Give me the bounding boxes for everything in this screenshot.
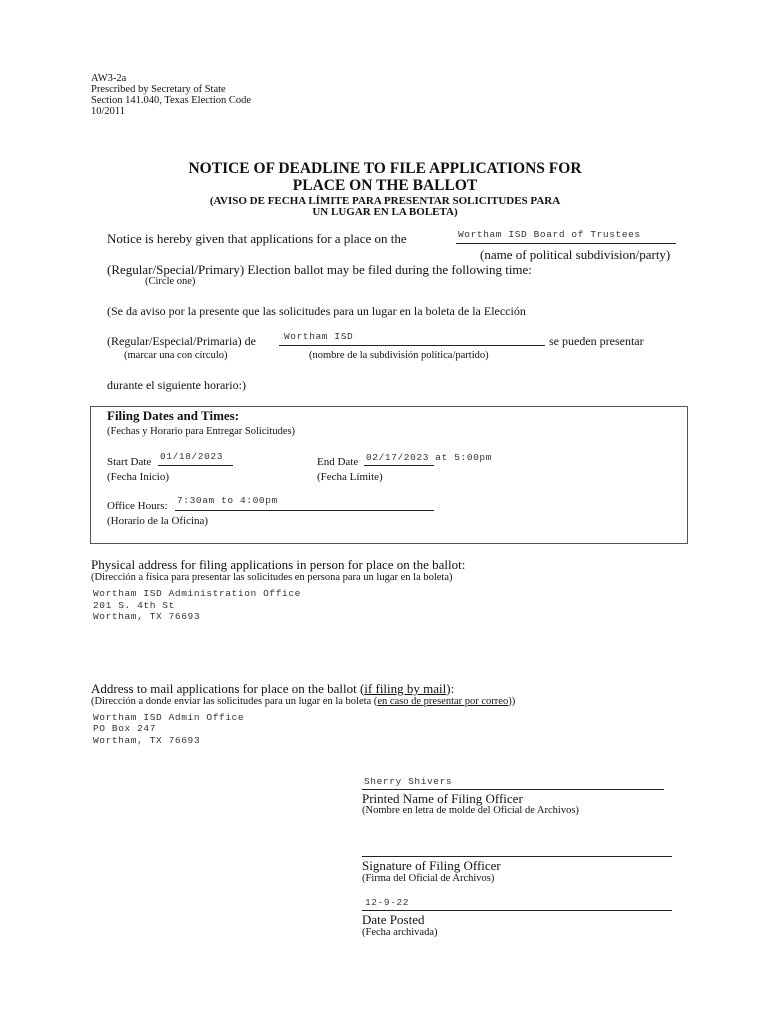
circle-one-es: (marcar una con círculo) bbox=[124, 350, 228, 361]
start-date-value: 01/18/2023 bbox=[160, 451, 224, 462]
physical-address-heading: Physical address for filing applications in person for place on the ballot: bbox=[91, 557, 466, 572]
signature-label: Signature of Filing Officer bbox=[362, 858, 501, 873]
printed-name-field[interactable] bbox=[362, 776, 664, 790]
form-date: 10/2011 bbox=[91, 106, 126, 117]
end-date-value: 02/17/2023 at 5:00pm bbox=[366, 452, 493, 463]
mail-heading-suffix: ): bbox=[446, 681, 455, 696]
subdivision-field-es[interactable] bbox=[279, 332, 545, 346]
form-id: AW3-2a bbox=[91, 73, 127, 84]
page-title-es: (AVISO DE FECHA LÍMITE PARA PRESENTAR SOLICITUDES PARA bbox=[209, 195, 561, 207]
page-title-line2: PLACE ON THE BALLOT bbox=[292, 177, 478, 194]
mail-address-line1: Wortham ISD Admin Office bbox=[93, 712, 245, 723]
signature-label-es: (Firma del Oficial de Archivos) bbox=[362, 873, 495, 884]
printed-name-value: Sherry Shivers bbox=[364, 776, 453, 787]
schedule-es: durante el siguiente horario:) bbox=[107, 378, 246, 392]
circle-one: (Circle one) bbox=[145, 276, 196, 287]
physical-address-heading-es: (Dirección a física para presentar las solicitudes en persona para un lugar en la boleta) bbox=[91, 572, 453, 583]
mail-address-heading-es bbox=[91, 696, 515, 707]
subdivision-caption: (name of political subdivision/party) bbox=[480, 247, 671, 262]
start-date-field[interactable] bbox=[158, 453, 233, 466]
office-hours-label: Office Hours: bbox=[107, 500, 168, 512]
filing-heading: Filing Dates and Times: bbox=[107, 408, 240, 423]
office-hours-field[interactable] bbox=[175, 497, 434, 511]
signature-field[interactable] bbox=[362, 842, 672, 857]
start-date-es: (Fecha Inicio) bbox=[107, 471, 169, 483]
physical-address-line1: Wortham ISD Administration Office bbox=[93, 588, 301, 599]
physical-address-line2: 201 S. 4th St bbox=[93, 600, 175, 611]
mail-address-line3: Wortham, TX 76693 bbox=[93, 735, 201, 746]
end-date-es: (Fecha Límite) bbox=[317, 471, 383, 483]
mail-address-line2: PO Box 247 bbox=[93, 723, 157, 734]
mail-heading-es-link: en caso de presentar por correo bbox=[377, 696, 509, 707]
election-line: (Regular/Special/Primary) Election ballot may be filed during the following time: bbox=[107, 262, 532, 277]
office-hours-es: (Horario de la Oficina) bbox=[107, 515, 209, 527]
filing-heading-es: (Fechas y Horario para Entregar Solicitudes) bbox=[107, 426, 296, 437]
mail-heading-es-suffix: )) bbox=[508, 696, 516, 707]
mail-address-heading bbox=[91, 681, 454, 697]
printed-name-label-es: (Nombre en letra de molde del Oficial de Archivos) bbox=[362, 805, 579, 816]
code-section: Section 141.040, Texas Election Code bbox=[91, 95, 252, 106]
notice-intro-es: (Se da aviso por la presente que las solicitudes para un lugar en la boleta de la Elección bbox=[107, 304, 526, 318]
physical-address-line3: Wortham, TX 76693 bbox=[93, 611, 201, 622]
end-date-label: End Date bbox=[317, 456, 359, 468]
es-suffix: se pueden presentar bbox=[549, 334, 644, 348]
printed-name-label: Printed Name of Filing Officer bbox=[362, 791, 523, 806]
date-posted-label-es: (Fecha archivada) bbox=[362, 927, 438, 938]
mail-heading-prefix: Address to mail applications for place on the ballot ( bbox=[91, 681, 365, 696]
date-posted-label: Date Posted bbox=[362, 912, 425, 927]
notice-intro: Notice is hereby given that applications for a place on the bbox=[107, 231, 407, 246]
office-hours-value: 7:30am to 4:00pm bbox=[177, 495, 278, 506]
subdivision-field[interactable] bbox=[456, 230, 676, 244]
date-posted-value: 12-9-22 bbox=[365, 897, 410, 908]
mail-heading-link: if filing by mail bbox=[364, 681, 447, 696]
page-title-es-line2: UN LUGAR EN LA BOLETA) bbox=[312, 206, 458, 218]
start-date-label: Start Date bbox=[107, 456, 152, 468]
date-posted-field[interactable] bbox=[362, 897, 672, 911]
mail-heading-es-prefix: (Dirección a donde enviar las solicitudes para un lugar en la boleta ( bbox=[91, 696, 378, 707]
prescribed-by: Prescribed by Secretary of State bbox=[91, 84, 226, 95]
page-title: NOTICE OF DEADLINE TO FILE APPLICATIONS FOR bbox=[188, 160, 582, 177]
subdivision-caption-es: (nombre de la subdivisión política/partido) bbox=[309, 350, 489, 361]
subdivision-value: Wortham ISD Board of Trustees bbox=[458, 229, 641, 240]
subdivision-value-es: Wortham ISD bbox=[284, 331, 354, 342]
election-prefix-es: (Regular/Especial/Primaria) de bbox=[107, 334, 256, 348]
